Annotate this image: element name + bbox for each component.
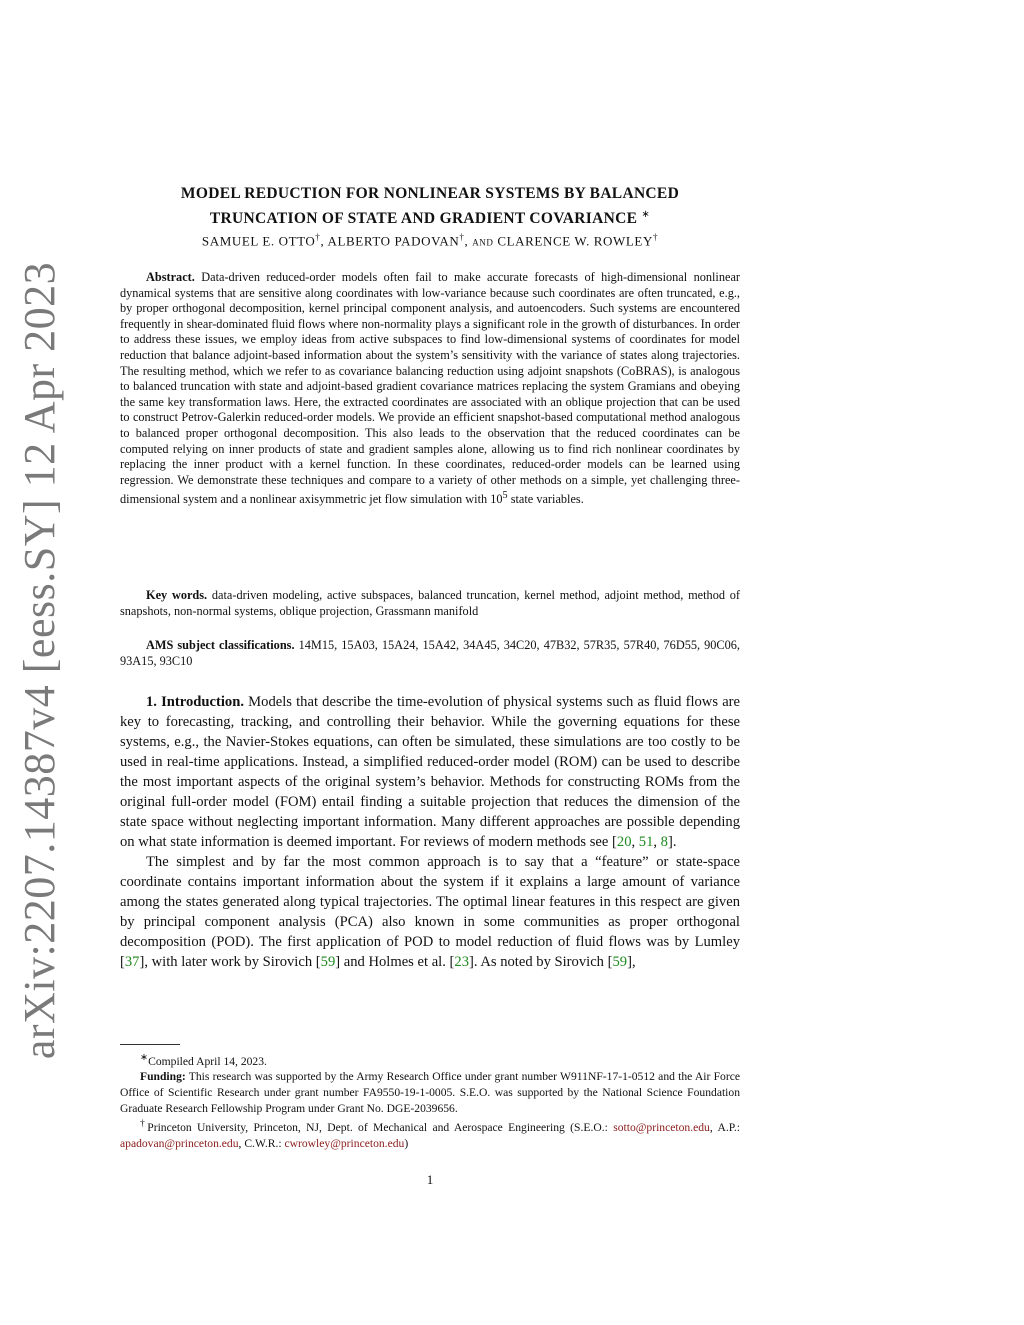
author-name: SAMUEL E. OTTO [201,233,316,249]
ams-classifications [120,638,740,669]
title-line-2-text: TRUNCATION OF STATE AND GRADIENT COVARIANCE [209,210,638,228]
paper-title [120,183,740,229]
intro-paragraph-1: 1. Introduction. Models that describe the time-evolution of physical systems such as fluid flows are key to forecasting, tracking, and controlling their behavior. While the governing equations for these systems, e.g., the Navier-Stokes equations, can often be simulated, these simulations are too costly to be used in real-time applications. Instead, a simplified reduced-order model (ROM) can be used to describe the most important aspects of the original system’s behavior. Methods for constructing ROMs from the original full-order model (FOM) entail finding a suitable projection that reduces the dimension of the state space without neglecting important information. Many different approaches are possible depending on what state information is deemed important. For reviews of modern methods see [20, 51, 8]. [120,694,741,850]
title-line-1: MODEL REDUCTION FOR NONLINEAR SYSTEMS BY BALANCED [180,185,680,202]
abstract-exponent: 5 [502,490,508,502]
footnote-affiliation [120,1116,740,1151]
funding-label: Funding: [140,1070,186,1084]
email-link[interactable]: apadovan@princeton.edu [120,1136,239,1150]
author-and: and [472,233,494,249]
citation-link[interactable]: 37 [124,954,140,970]
citation-link[interactable]: 23 [454,954,469,970]
introduction-section [120,692,740,972]
footnotes [120,1050,740,1151]
section-heading: 1. Introduction. [146,694,244,710]
email-link[interactable]: sotto@princeton.edu [613,1121,710,1135]
email-link[interactable]: cwrowley@princeton.edu [284,1136,405,1150]
affiliation-close: ) [404,1136,409,1150]
title-footnote-mark: ∗ [641,209,651,220]
page-number: 1 [426,1172,434,1187]
funding-text: This research was supported by the Army Research Office under grant number W911NF-17-1-0512 and the Air Force Office of Scientific Research under grant number FA9550-19-1-0005. S.E.O. was supported by the National Science Foundation Graduate Research Fellowship Program under Grant No. DGE-2039656. [120,1070,740,1115]
intro-p2-text: The simplest and by far the most common approach is to say that a “feature” or state-space coordinate contains important information about the system if it explains a large amount of variance among the states generated along typical trajectories. The optimal linear features in this respect are given by principal component analysis (PCA) also known in some communities as proper orthogonal decomposition (POD). The first application of POD to model reduction of fluid flows was by Lumley [ [120,854,740,970]
citation-link[interactable]: 51 [638,834,654,850]
footnote-compiled [120,1050,740,1069]
keywords [120,588,740,619]
arxiv-id-text: arXiv:2207.14387v4 [eess.SY] 12 Apr 2023 [15,261,65,1059]
affiliation-text: Princeton University, Princeton, NJ, Dept. of Mechanical and Aerospace Engineering (S.E.O.: [147,1121,614,1135]
footnote-funding [120,1069,740,1116]
footnote-compiled-text: Compiled April 14, 2023. [148,1054,267,1068]
author-mark: † [459,232,465,242]
intro-p2-text: ], with later work by Sirovich [ [139,954,321,970]
arxiv-identifier [10,261,70,1059]
intro-p1-text: Models that describe the time-evolution of physical systems such as fluid flows are key to forecasting, tracking, and controlling their behavior. While the governing equations for these systems, e.g., the Navier-Stokes equations, can often be simulated, these simulations are too costly to be used in real-time applications. Instead, a simplified reduced-order model (ROM) can be used to describe the most important aspects of the original system’s behavior. Methods for constructing ROMs from the original full-order model (FOM) entail finding a suitable projection that reduces the dimension of the state space without neglecting important information. Many different approaches are possible depending on what state information is deemed important. For reviews of modern methods see [ [120,694,741,850]
citation-link[interactable]: 20 [616,834,632,850]
footnote-divider [120,1044,180,1045]
author-name: CLARENCE W. ROWLEY [497,233,653,249]
citation-link[interactable]: 59 [320,954,336,970]
citation-link[interactable]: 59 [612,954,628,970]
author-mark: † [315,232,321,242]
title-line-2 [120,204,740,229]
author-mark: † [652,232,659,242]
citation-link[interactable]: 8 [660,834,668,850]
keywords-label: Key words. [146,588,208,602]
author-name: ALBERTO PADOVAN [327,233,460,249]
footnote-mark: † [140,1118,148,1130]
footnote-mark: ∗ [140,1052,149,1063]
intro-p2-text: ], [627,954,636,970]
abstract [120,270,740,508]
abstract-label: Abstract. [146,270,195,284]
ams-text: 14M15, 15A03, 15A24, 15A42, 34A45, 34C20, 47B32, 57R35, 57R40, 76D55, 90C06, 93A15, 93C10 [120,638,741,668]
intro-p2-text: ] and Holmes et al. [ [335,954,455,970]
abstract-text-tail: state variables. [507,492,584,507]
intro-p1-end: ]. [667,834,677,850]
keywords-text: data-driven modeling, active subspaces, balanced truncation, kernel method, adjoint method, method of snapshots, non-normal systems, oblique projection, Grassmann manifold [120,588,741,618]
intro-p2-text: ]. As noted by Sirovich [ [468,954,613,970]
ams-label: AMS subject classifications. [146,638,295,652]
intro-paragraph-2 [120,852,740,972]
affiliation-sep: , C.W.R.: [238,1136,285,1150]
abstract-text: Data-driven reduced-order models often fail to make accurate forecasts of high-dimensional nonlinear dynamical systems that are sensitive along coordinates with low-variance because such coordinates are often truncated, e.g., by proper orthogonal decomposition, kernel principal component analysis, and autoencoders. Such systems are encountered frequently in shear-dominated fluid flows where non-normality plays a significant role in the growth of disturbances. In order to address these issues, we employ ideas from active subspaces to find low-dimensional systems of coordinates for model reduction that balance adjoint-based information about the system’s sensitivity with the variance of states along trajectories. The resulting method, which we refer to as covariance balancing reduction using adjoint snapshots (CoBRAS), is analogous to balanced truncation with state and adjoint-based gradient covariance matrices replacing the system Gramians and obeying the same key transformation laws. Here, the extracted coordinates are associated with an oblique projection that can be used to construct Petrov-Galerkin reduced-order models. We provide an efficient snapshot-based computational method analogous to balanced proper orthogonal decomposition. This also leads to the observation that the reduced coordinates can be computed relying on inner products of state and gradient samples alone, allowing us to find rich nonlinear coordinates by replacing the inner product with a kernel function. In these coordinates, reduced-order models can be learned using regression. We demonstrate these techniques and compare to a variety of other methods on a simple, yet challenging three-dimensional system and a nonlinear axisymmetric jet flow simulation with 10 [120,270,741,507]
affiliation-sep: , A.P.: [709,1121,740,1135]
author-list: SAMUEL E. OTTO†, ALBERTO PADOVAN†, and CLARENCE W. ROWLEY† [201,232,659,249]
